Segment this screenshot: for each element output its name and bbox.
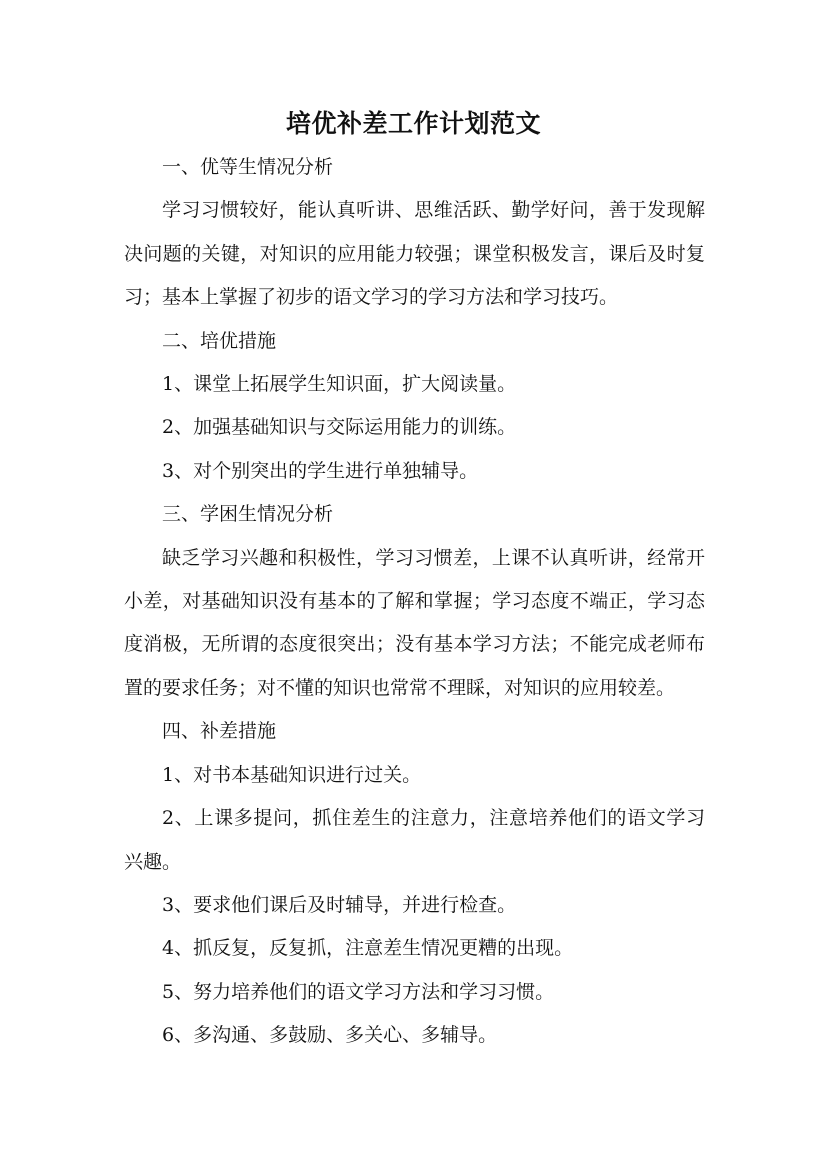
paragraph-top-students-analysis: 学习习惯较好，能认真听讲、思维活跃、勤学好问，善于发现解决问题的关键，对知识的应用能力较强；课堂积极发言，课后及时复习；基本上掌握了初步的语文学习的学习方法和学习技巧。 (124, 199, 705, 309)
list-item-remedial-4: 4、抓反复，反复抓，注意差生情况更糟的出现。 (162, 937, 574, 960)
section-heading-struggling-students: 三、学困生情况分析 (162, 503, 334, 526)
list-item-remedial-1: 1、对书本基础知识进行过关。 (162, 763, 422, 786)
section-heading-top-students: 一、优等生情况分析 (162, 156, 334, 178)
list-item-remedial-2: 2、上课多提问，抓住差生的注意力，注意培养他们的语文学习兴趣。 (124, 807, 705, 873)
list-item-enrichment-2: 2、加强基础知识与交际运用能力的训练。 (162, 416, 517, 439)
document-body (124, 146, 705, 1058)
paragraph-struggling-students-analysis: 缺乏学习兴趣和积极性，学习习惯差，上课不认真听讲，经常开小差，对基础知识没有基本的了解和掌握；学习态度不端正，学习态度消极，无所谓的态度很突出；没有基本学习方法；不能完成老师布置的要求任务；对不懂的知识也常常不理睬，对知识的应用较差。 (124, 546, 705, 699)
list-item-remedial-3: 3、要求他们课后及时辅导，并进行检查。 (162, 893, 517, 916)
list-item-enrichment-1: 1、课堂上拓展学生知识面，扩大阅读量。 (162, 373, 517, 396)
document-title: 培优补差工作计划范文 (285, 109, 541, 138)
section-heading-enrichment-measures: 二、培优措施 (162, 329, 277, 352)
list-item-remedial-5: 5、努力培养他们的语文学习方法和学习习惯。 (162, 980, 555, 1003)
list-item-remedial-6: 6、多沟通、多鼓励、多关心、多辅导。 (162, 1024, 498, 1047)
section-heading-remedial-measures: 四、补差措施 (162, 720, 277, 743)
list-item-enrichment-3: 3、对个别突出的学生进行单独辅导。 (162, 459, 479, 482)
